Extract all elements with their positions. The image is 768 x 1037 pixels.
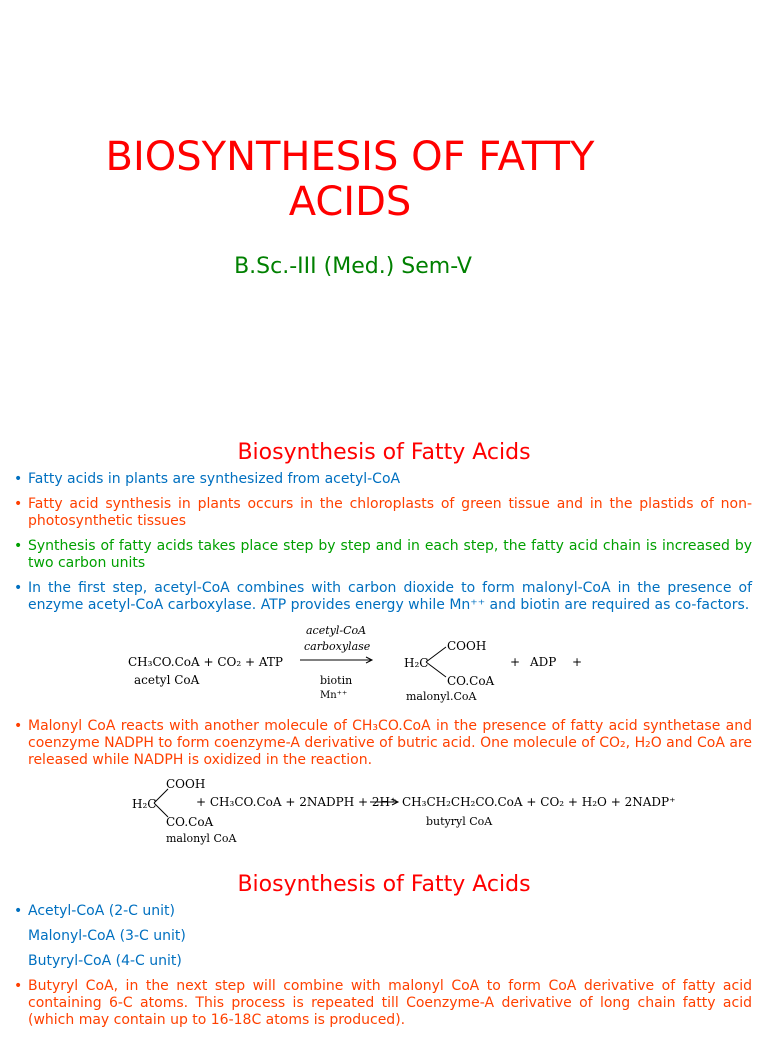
bullet-list [14, 471, 752, 622]
equation-butyryl-coa: H₂C COOH CO.CoA malonyl CoA + CH₃CO.CoA + 2NADPH + 2H⁺ CH₃CH₂CH₂CO.CoA + CO₂ + H₂O + 2NADP⁺ butyryl CoA [132, 777, 676, 845]
bullet-icon: • [14, 471, 23, 487]
page-subtitle: B.Sc.-III (Med.) Sem-V [234, 254, 472, 279]
list-item: • Butyryl CoA, in the next step will combine with malonyl CoA to form CoA derivative of fatty acid containing 6-C atoms. This process is repeated till Coenzyme-A derivative of long chain fatty acid (which may contain up to 16-18C atoms is produced). [14, 978, 752, 1028]
bullet-icon: • [14, 903, 23, 919]
bullet-icon: • [14, 580, 23, 596]
reaction-arrow-icon [120, 622, 600, 708]
bullet-icon: • [14, 718, 23, 734]
list-item: • In the first step, acetyl-CoA combines with carbon dioxide to form malonyl-CoA in the presence of enzyme acetyl-CoA carboxylase. ATP provides energy while Mn⁺⁺ and biotin are required as co-factors. [14, 580, 752, 613]
bullet-list [14, 903, 752, 1037]
section-title: Biosynthesis of Fatty Acids [237, 872, 531, 897]
list-item: Butyryl-CoA (4-C unit) [28, 953, 182, 969]
list-item: • Synthesis of fatty acids takes place step by step and in each step, the fatty acid chain is increased by two carbon units [14, 538, 752, 571]
page-title: BIOSYNTHESIS OF FATTY ACIDS [105, 134, 595, 225]
bullet-icon: • [14, 538, 23, 554]
list-item: • Fatty acid synthesis in plants occurs in the chloroplasts of green tissue and in the plastids of non-photosynthetic tissues [14, 496, 752, 529]
bullet-list [14, 718, 752, 777]
list-item: • Acetyl-CoA (2-C unit) [14, 903, 175, 919]
list-item: Malonyl-CoA (3-C unit) [28, 928, 186, 944]
section-title: Biosynthesis of Fatty Acids [237, 440, 531, 465]
list-item: • Fatty acids in plants are synthesized from acetyl-CoA [14, 471, 401, 487]
bullet-icon: • [14, 978, 23, 994]
equation-acetyl-coa-carboxylase: CH₃CO.CoA + CO₂ + ATP acetyl CoA acetyl-CoA carboxylase biotin Mn⁺⁺ H₂C COOH CO.CoA malonyl.CoA + ADP + [120, 622, 600, 708]
bullet-icon: • [14, 496, 23, 512]
list-item: • Malonyl CoA reacts with another molecule of CH₃CO.CoA in the presence of fatty acid synthetase and coenzyme NADPH to form coenzyme-A derivative of butric acid. One molecule of CO₂, H₂O and CoA are released while NADPH is oxidized in the reaction. [14, 718, 752, 768]
